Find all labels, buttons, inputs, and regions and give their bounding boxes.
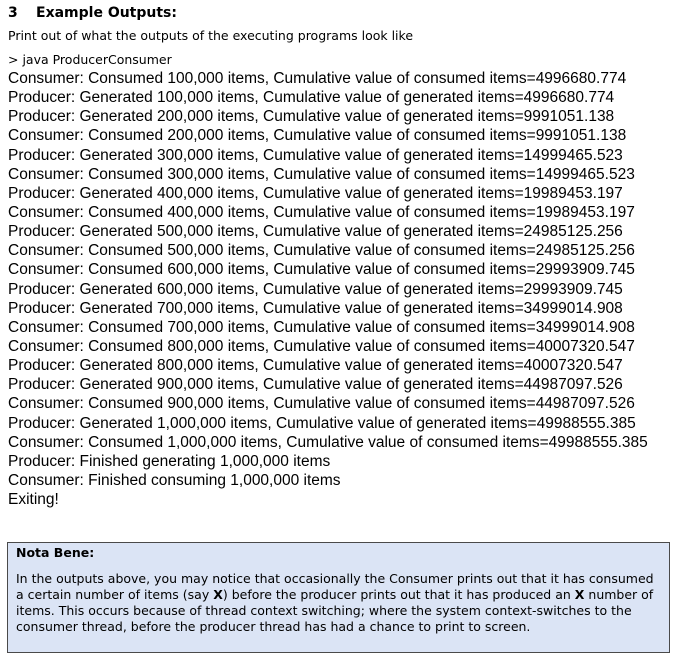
output-line: Producer: Generated 700,000 items, Cumulative value of generated items=34999014.908	[8, 299, 623, 317]
output-line: Producer: Generated 300,000 items, Cumulative value of generated items=14999465.523	[8, 146, 623, 164]
nota-bene-x-variable: X	[213, 587, 223, 602]
output-line: Consumer: Finished consuming 1,000,000 items	[8, 471, 341, 489]
output-line: Producer: Generated 500,000 items, Cumulative value of generated items=24985125.256	[8, 223, 623, 241]
output-line: Exiting!	[8, 491, 59, 509]
output-line: Consumer: Consumed 200,000 items, Cumulative value of consumed items=9991051.138	[8, 127, 627, 145]
output-line: Consumer: Consumed 1,000,000 items, Cumulative value of consumed items=49988555.385	[8, 433, 648, 451]
output-line: Consumer: Consumed 900,000 items, Cumulative value of consumed items=44987097.526	[8, 395, 635, 413]
output-line: Producer: Finished generating 1,000,000 items	[8, 452, 331, 470]
output-line: Consumer: Consumed 800,000 items, Cumulative value of consumed items=40007320.547	[8, 337, 635, 355]
output-line: Consumer: Consumed 700,000 items, Cumulative value of consumed items=34999014.908	[8, 318, 635, 336]
nota-bene-text-part: ) before the producer prints out that it has produced an	[222, 587, 575, 602]
output-line: Producer: Generated 100,000 items, Cumulative value of generated items=4996680.774	[8, 89, 615, 107]
output-line: Producer: Generated 400,000 items, Cumulative value of generated items=19989453.197	[8, 184, 623, 202]
section-title: Example Outputs:	[36, 5, 177, 21]
output-line: Consumer: Consumed 400,000 items, Cumulative value of consumed items=19989453.197	[8, 203, 635, 221]
section-number: 3	[8, 5, 18, 21]
output-line: Consumer: Consumed 600,000 items, Cumulative value of consumed items=29993909.745	[8, 261, 635, 279]
program-output	[8, 69, 688, 509]
intro-text: Print out of what the outputs of the executing programs look like	[8, 28, 414, 43]
output-line: Producer: Generated 200,000 items, Cumulative value of generated items=9991051.138	[8, 108, 615, 126]
output-line: Consumer: Consumed 500,000 items, Cumulative value of consumed items=24985125.256	[8, 242, 635, 260]
nota-bene-title: Nota Bene:	[16, 545, 95, 560]
output-line: Producer: Generated 900,000 items, Cumulative value of generated items=44987097.526	[8, 376, 623, 394]
nota-bene-text	[16, 571, 661, 635]
output-line: Producer: Generated 600,000 items, Cumulative value of generated items=29993909.745	[8, 280, 623, 298]
output-line: Producer: Generated 1,000,000 items, Cumulative value of generated items=49988555.385	[8, 414, 636, 432]
nota-bene-box	[7, 542, 670, 653]
nota-bene-text-part: number of items. This occurs because of thread context switching; where the system context-switches to the consumer thread, before the producer thread has had a chance to print to screen.	[16, 587, 654, 634]
nota-bene-text-part: In the outputs above, you may notice that occasionally the Consumer prints out that it has consumed a certain number of items (say	[16, 571, 654, 602]
output-line: Producer: Generated 800,000 items, Cumulative value of generated items=40007320.547	[8, 357, 623, 375]
output-line: Consumer: Consumed 100,000 items, Cumulative value of consumed items=4996680.774	[8, 70, 627, 87]
section-heading	[8, 5, 177, 22]
nota-bene-x-variable: X	[574, 587, 585, 602]
command-line: > java ProducerConsumer	[8, 52, 172, 67]
output-line: Consumer: Consumed 300,000 items, Cumulative value of consumed items=14999465.523	[8, 165, 635, 183]
